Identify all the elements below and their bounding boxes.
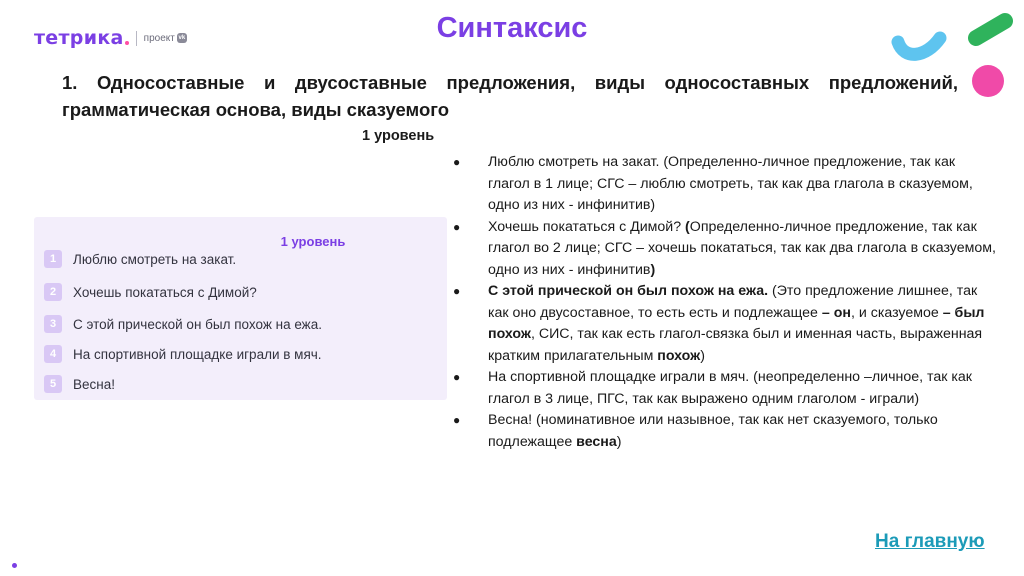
list-item [44, 314, 322, 334]
item-text: С этой прической он был похож на ежа. [73, 316, 322, 332]
section-heading: 1. Односоставные и двусоставные предложения, виды односоставных предложений, грамматическая основа, виды сказуемого [62, 72, 958, 120]
list-item [44, 282, 257, 302]
answer-bold-text: похож [657, 347, 701, 364]
answer-item-3 [453, 281, 998, 367]
item-number-badge: 5 [44, 375, 62, 393]
answer-text: Весна! (номинативное или назывное, так как нет сказуемого, только подлежащее [488, 412, 938, 450]
list-item [44, 249, 236, 269]
item-text: На спортивной площадке играли в мяч. [73, 346, 322, 362]
answer-text: , СИС, так как есть глагол-связка был и именная часть, выраженная кратким прилагательным [488, 326, 983, 364]
home-link[interactable]: На главную [875, 531, 985, 552]
item-number-badge: 2 [44, 283, 62, 301]
item-number-badge: 4 [44, 345, 62, 363]
answer-text: ) [616, 433, 622, 450]
answer-text: Хочешь покататься с Димой? [488, 218, 686, 235]
project-label: проект [143, 32, 175, 44]
page-title: Синтаксис [436, 12, 588, 44]
bullet-icon: ● [453, 413, 461, 427]
answer-text: , и сказуемое [850, 304, 943, 321]
answer-text: ) [700, 347, 705, 364]
answer-text: Люблю смотреть на закат. (Определенно-личное предложение, так как глагол в 1 лице; СГС – люблю смотреть, так как два глагола в сказуемом, одно из них - инфинитив) [488, 154, 973, 213]
answer-item-1 [453, 152, 998, 217]
item-number-badge: 3 [44, 315, 62, 333]
bullet-icon: ● [453, 219, 461, 234]
bullet-icon: ● [453, 155, 461, 169]
item-text: Хочешь покататься с Димой? [73, 284, 257, 300]
brand-name: тетрика [34, 27, 124, 49]
answer-text: На спортивной площадке играли в мяч. (неопределенно –личное, так как глагол в 3 лице, ПГС, так как выражено одним глаголом - играли) [488, 369, 972, 407]
list-item [44, 344, 322, 364]
corner-dot-icon [12, 563, 17, 568]
answer-bold-paren: ) [650, 261, 656, 278]
answer-text: (Это предложение лишнее, так как оно двусоставное, то есть есть и подлежащее [488, 283, 978, 321]
answers-list [453, 152, 998, 453]
item-text: Люблю смотреть на закат. [73, 251, 237, 267]
vk-icon: vk [178, 35, 186, 41]
answer-bold-text: С этой прической он был похож на ежа. [488, 283, 769, 299]
card-title: 1 уровень [280, 234, 346, 249]
level-label: 1 уровень [362, 128, 435, 144]
item-text: Весна! [73, 376, 115, 392]
task-card [34, 217, 447, 400]
bullet-icon: ● [453, 370, 461, 384]
item-number-badge: 1 [44, 250, 62, 268]
answer-text: Определенно-личное предложение, так как глагол во 2 лице; СГС – хочешь покататься, так как два глагола в сказуемом, одно из них - инфинитив [488, 218, 996, 278]
pink-circle-icon [972, 65, 1004, 97]
bullet-icon: ● [453, 284, 461, 298]
answer-item-2 [453, 217, 998, 282]
answer-bold-paren: ( [685, 218, 690, 235]
answer-bold-text: – был похож [488, 304, 985, 342]
green-pill-icon [976, 21, 1005, 38]
blue-arc-icon [898, 38, 940, 54]
answer-item-4 [453, 367, 998, 410]
answer-bold-text: весна [576, 433, 617, 450]
answer-bold-text: – он [821, 304, 851, 321]
answer-item-5 [453, 410, 998, 453]
list-item [44, 374, 115, 394]
